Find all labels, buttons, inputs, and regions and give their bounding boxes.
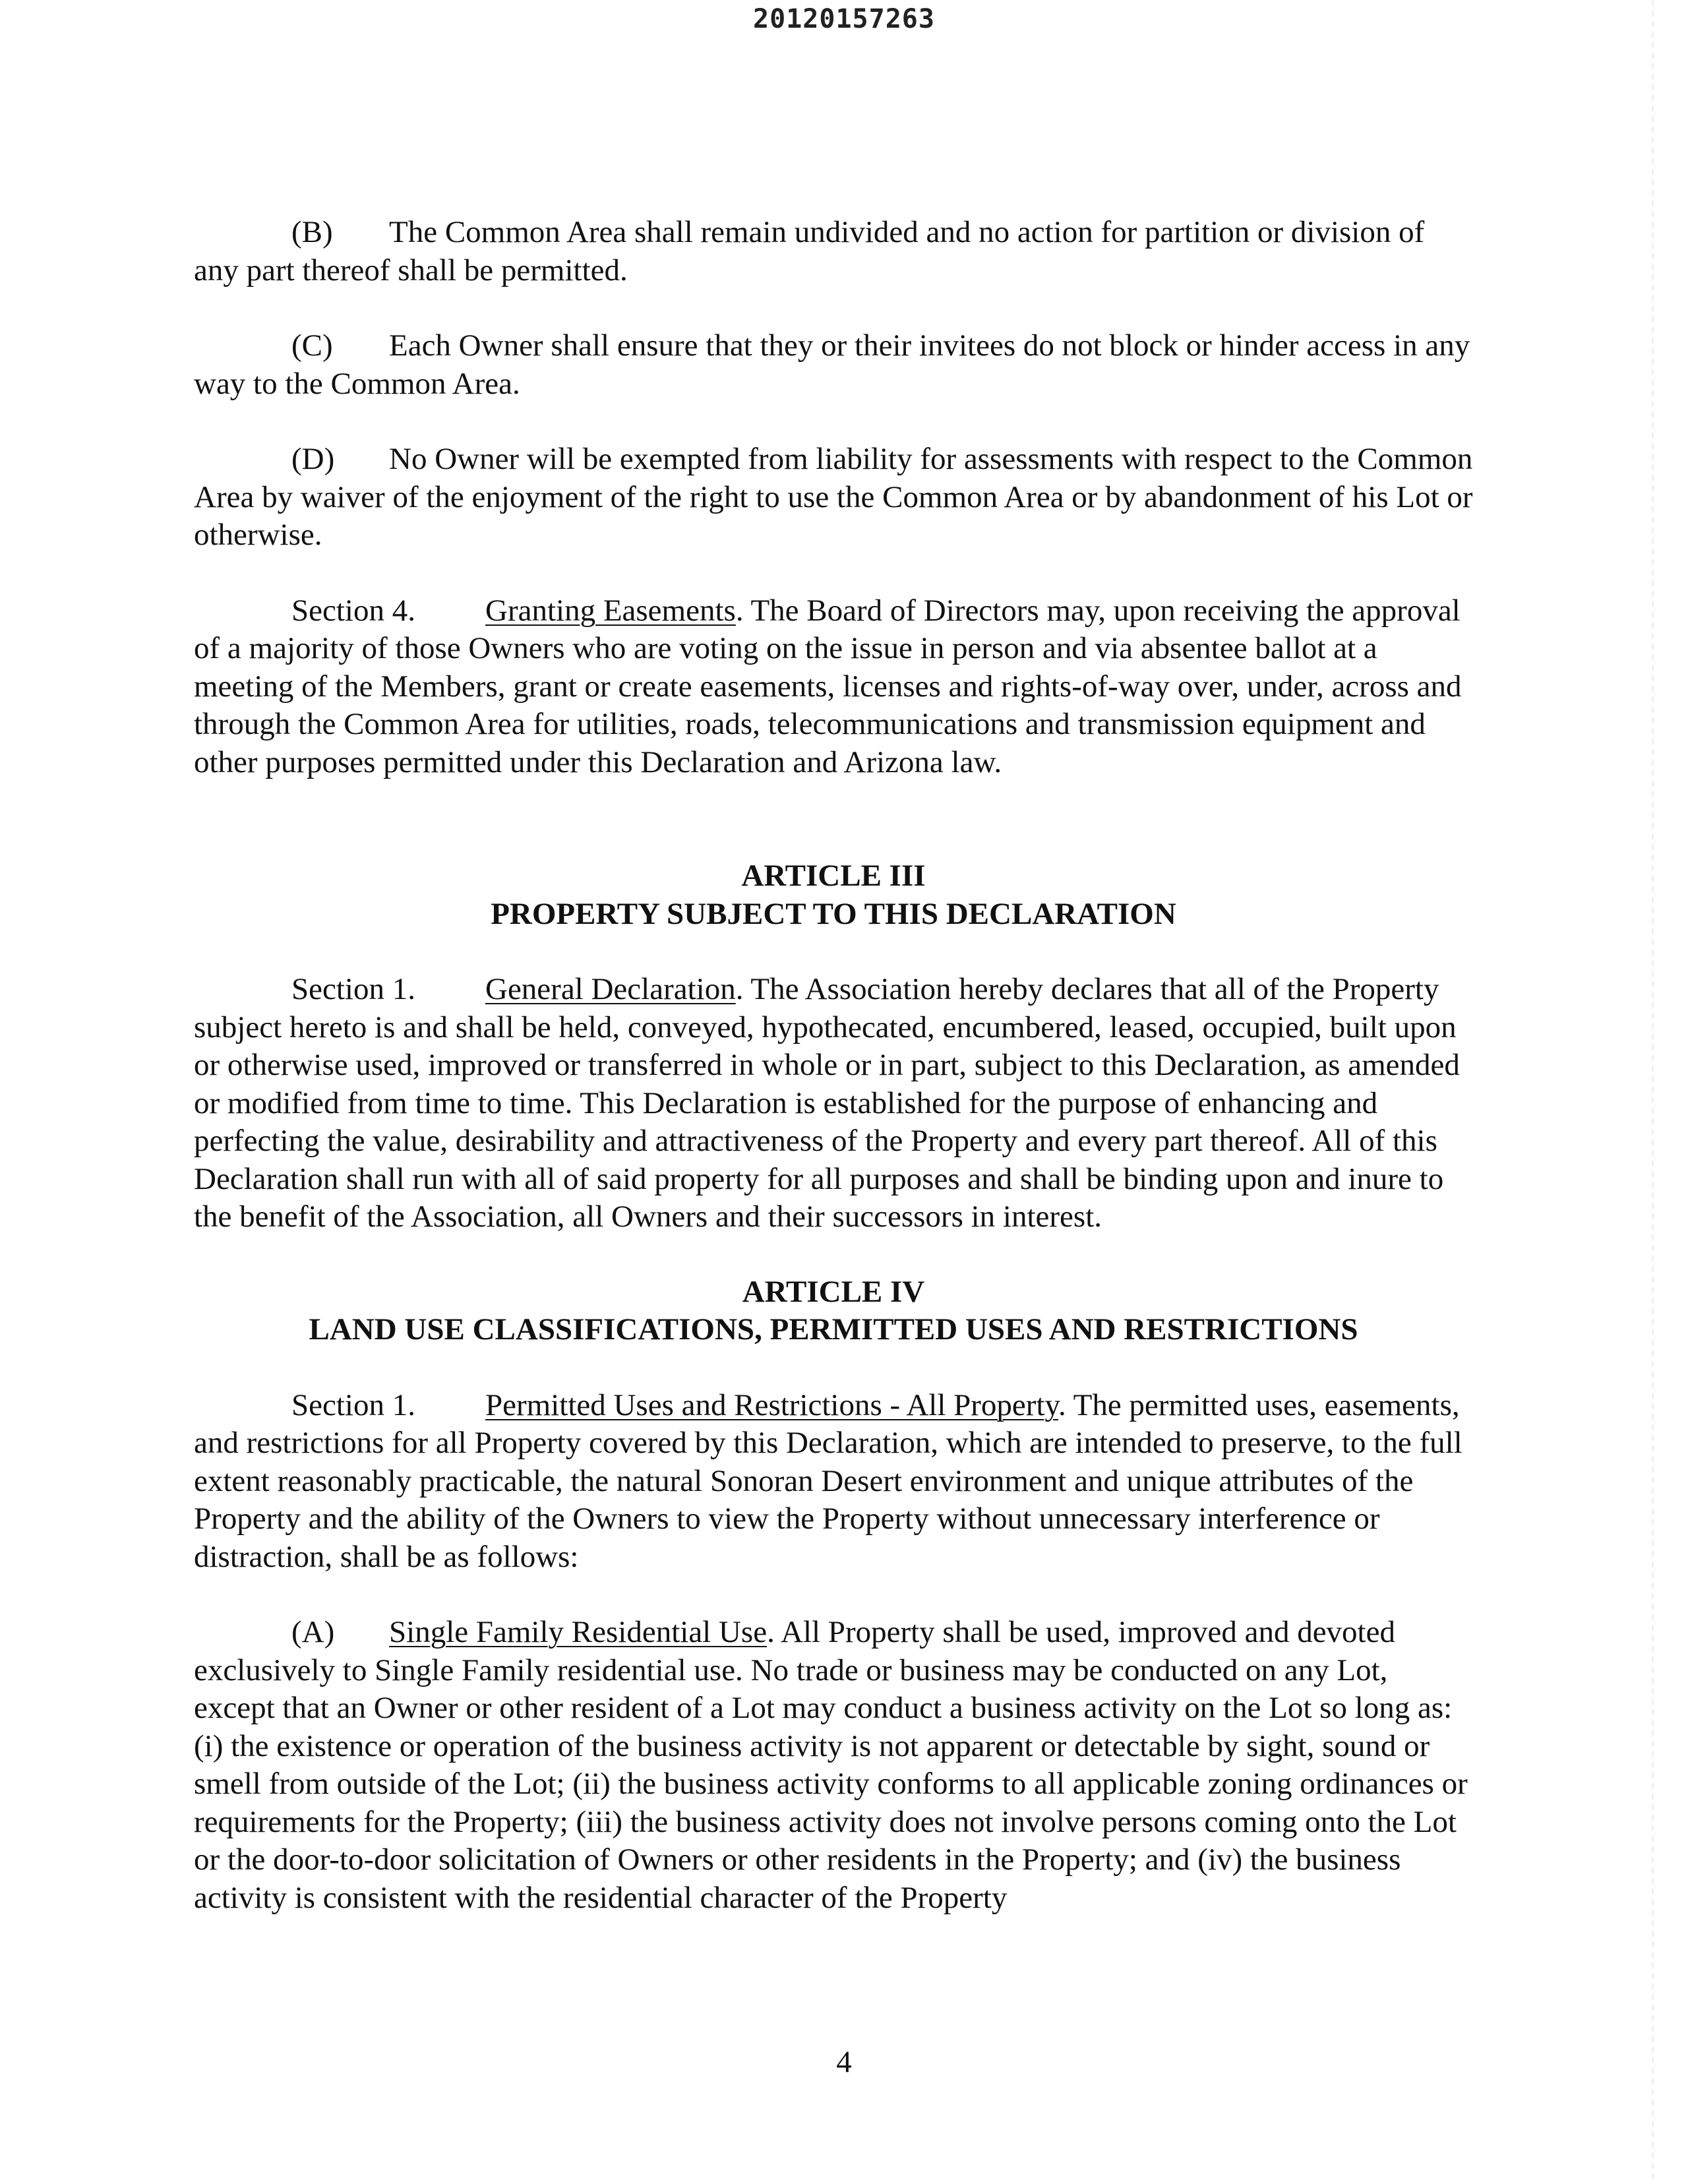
paragraph-title: Single Family Residential Use — [389, 1615, 768, 1649]
article-4-heading — [194, 1273, 1473, 1349]
section-title: Granting Easements — [485, 593, 736, 628]
paragraph-c — [194, 327, 1473, 403]
section-title: General Declaration — [485, 972, 736, 1006]
section-text: . The Association hereby declares that all of the Property subject hereto is and shall be held, conveyed, hypothecated, encumbered, leased, occupied, built upon or otherwise used, improved or transferred in whole or in part, subject to this Declaration, as amended or modified from time to time. This Declaration is established for the purpose of enhancing and perfecting the value, desirability and attractiveness of the Property and every part thereof. All of this Declaration shall run with all of said property for all purposes and shall be binding upon and inure to the benefit of the Association, all Owners and their successors in interest. — [194, 972, 1460, 1234]
article-title: LAND USE CLASSIFICATIONS, PERMITTED USES AND RESTRICTIONS — [309, 1312, 1358, 1347]
section-label: Section 1. — [291, 1387, 415, 1422]
document-number: 20120157263 — [753, 4, 935, 34]
paragraph-text: No Owner will be exempted from liability for assessments with respect to the Common Area by waiver of the enjoyment of the right to use the Common Area or by abandonment of his Lot or otherwise. — [194, 442, 1473, 552]
paragraph-label: (B) — [291, 215, 333, 249]
article-3-heading — [194, 857, 1473, 933]
article-4-section-1 — [194, 1387, 1473, 1577]
page-number: 4 — [836, 2045, 852, 2079]
article-number: ARTICLE III — [741, 859, 926, 893]
article-number: ARTICLE IV — [742, 1274, 925, 1309]
section-text: . The Board of Directors may, upon receiving the approval of a majority of those Owners who are voting on the issue in person and via absentee ballot at a meeting of the Members, grant or create easements, licenses and rights-of-way over, under, across and through the Common Area for utilities, roads, telecommunications and transmission equipment and other purposes permitted under this Declaration and Arizona law. — [194, 593, 1462, 779]
paragraph-d — [194, 440, 1473, 555]
section-title: Permitted Uses and Restrictions - All Property — [485, 1387, 1058, 1422]
paragraph-label: (D) — [291, 442, 335, 476]
section-label: Section 1. — [291, 972, 415, 1006]
section-label: Section 4. — [291, 593, 415, 628]
article-title: PROPERTY SUBJECT TO THIS DECLARATION — [491, 896, 1176, 931]
scan-edge-artifact — [1652, 0, 1654, 2184]
paragraph-text: . All Property shall be used, improved and devoted exclusively to Single Family residential use. No trade or business may be conducted on any Lot, except that an Owner or other resident of a Lot may conduct a business activity on the Lot so long as: (i) the existence or operation of the business activity is not apparent or detectable by sight, sound or smell from outside of the Lot; (ii) the business activity conforms to all applicable zoning ordinances or requirements for the Property; (iii) the business activity does not involve persons coming onto the Lot or the door-to-door solicitation of Owners or other residents in the Property; and (iv) the business activity is consistent with the residential character of the Property — [194, 1615, 1468, 1915]
paragraph-label: (A) — [291, 1615, 335, 1649]
document-body — [194, 214, 1473, 1917]
paragraph-label: (C) — [291, 328, 333, 363]
paragraph-text: The Common Area shall remain undivided and no action for partition or division of any part thereof shall be permitted. — [194, 215, 1425, 288]
section-4-granting-easements — [194, 592, 1473, 782]
paragraph-a-single-family-use — [194, 1614, 1473, 1917]
paragraph-b — [194, 214, 1473, 289]
section-text: . The permitted uses, easements, and restrictions for all Property covered by this Declaration, which are intended to preserve, to the full extent reasonably practicable, the natural Sonoran Desert environment and unique attributes of the Property and the ability of the Owners to view the Property without unnecessary interference or distraction, shall be as follows: — [194, 1387, 1462, 1574]
article-3-section-1 — [194, 971, 1473, 1236]
paragraph-text: Each Owner shall ensure that they or their invitees do not block or hinder access in any way to the Common Area. — [194, 328, 1470, 401]
